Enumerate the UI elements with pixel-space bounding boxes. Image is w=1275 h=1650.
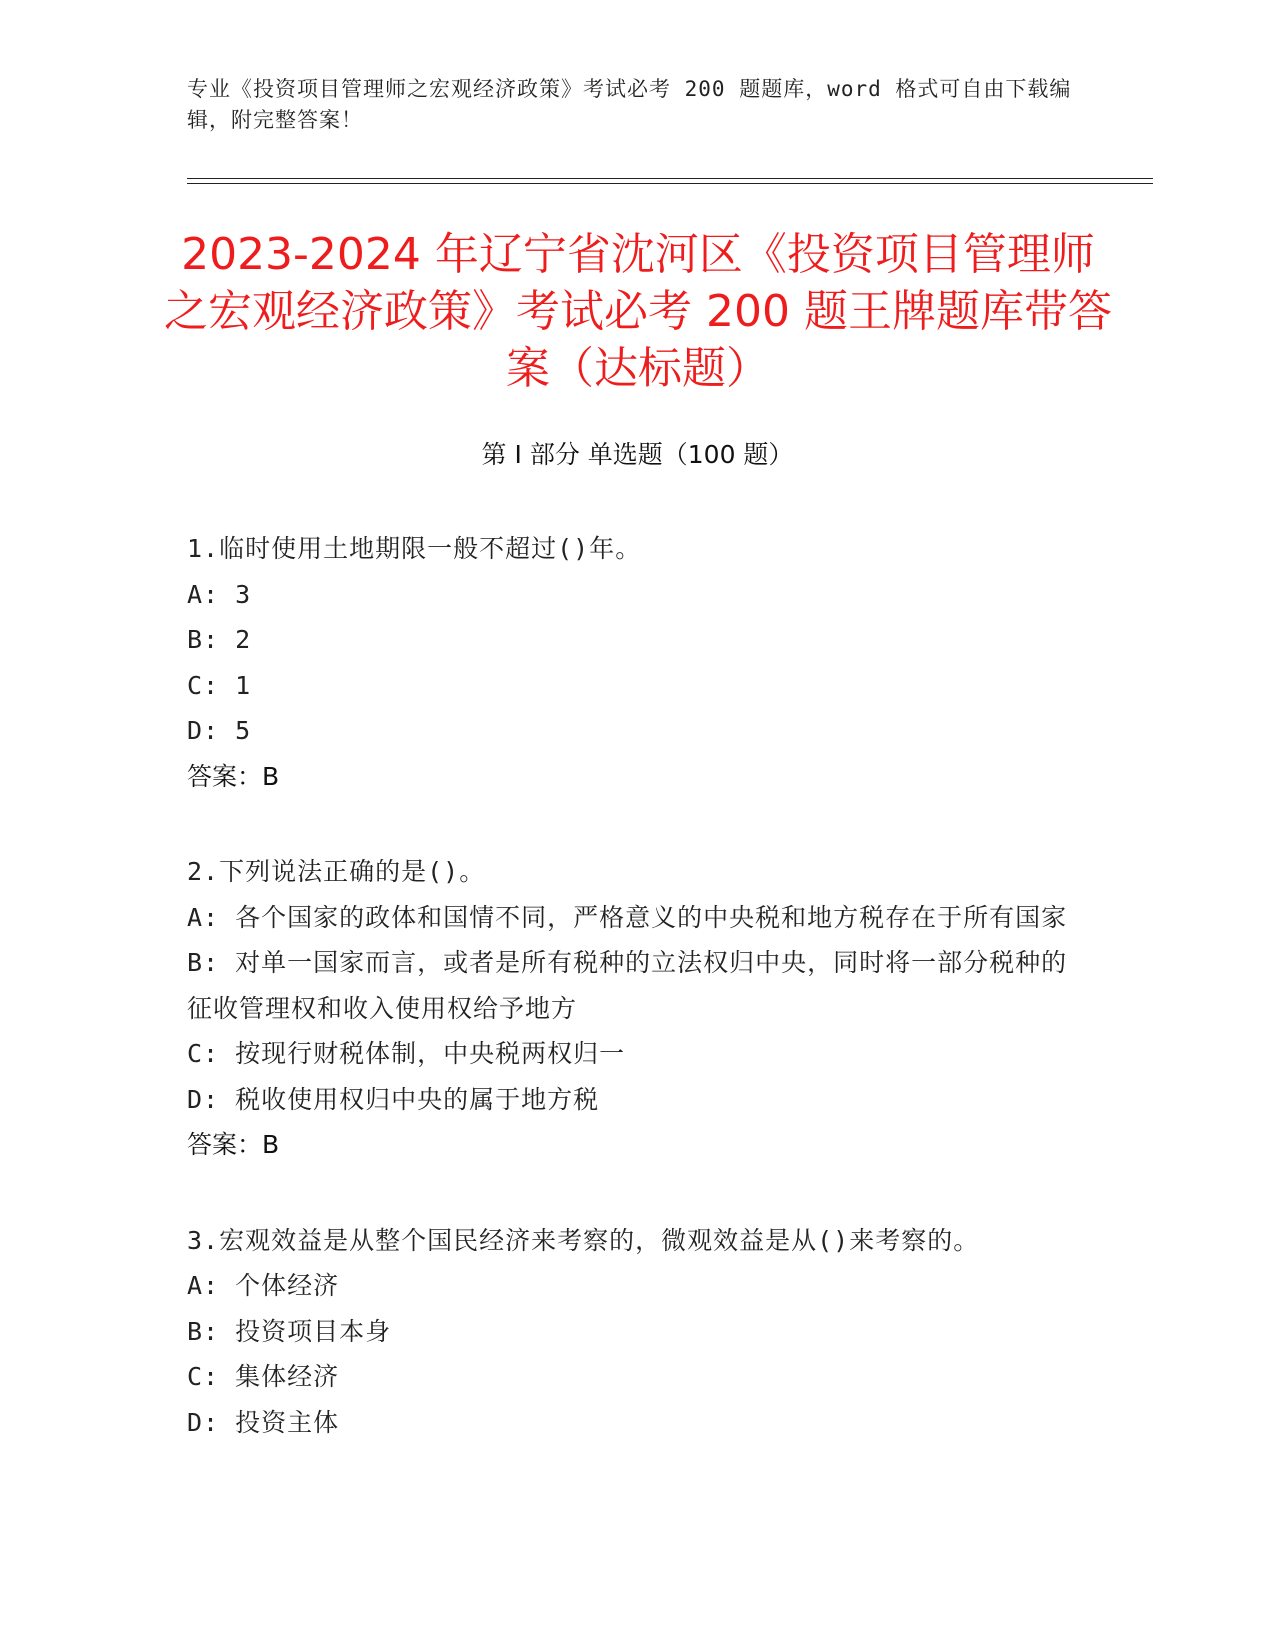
answer: 答案：B	[187, 761, 280, 791]
question-2	[187, 849, 1087, 1168]
question-1	[187, 526, 1087, 799]
option-b: B: 2	[187, 625, 252, 654]
option-c: C: 按现行财税体制，中央税两权归一	[187, 1039, 626, 1068]
question-stem: 1.临时使用土地期限一般不超过()年。	[187, 534, 642, 563]
question-stem: 3.宏观效益是从整个国民经济来考察的，微观效益是从()来考察的。	[187, 1225, 980, 1255]
option-b: B: 投资项目本身	[187, 1316, 392, 1346]
option-d: D: 5	[187, 716, 252, 745]
header-note: 专业《投资项目管理师之宏观经济政策》考试必考 200 题题库，word 格式可自由下载编辑，附完整答案！	[187, 77, 1072, 132]
header-divider-bottom	[187, 183, 1153, 184]
option-c: C: 集体经济	[187, 1362, 340, 1391]
section-title: 第 I 部分 单选题（100 题）	[481, 440, 794, 469]
option-d: D: 税收使用权归中央的属于地方税	[187, 1084, 600, 1114]
header-divider-top	[187, 178, 1153, 179]
question-stem: 2.下列说法正确的是()。	[187, 857, 486, 886]
document-title: 2023-2024 年辽宁省沈河区《投资项目管理师之宏观经济政策》考试必考 200 题王牌题库带答案（达标题）	[164, 229, 1112, 394]
option-a: A: 各个国家的政体和国情不同，严格意义的中央税和地方税存在于所有国家	[187, 902, 1068, 932]
option-b: B: 对单一国家而言，或者是所有税种的立法权归中央，同时将一部分税种的征收管理权和收入使用权给予地方	[187, 948, 1068, 1023]
answer: 答案：B	[187, 1130, 280, 1159]
question-3	[187, 1218, 1087, 1446]
option-a: A: 个体经济	[187, 1271, 340, 1300]
question-list	[187, 526, 1087, 1495]
option-c: C: 1	[187, 670, 252, 700]
option-a: A: 3	[187, 579, 252, 609]
option-d: D: 投资主体	[187, 1407, 340, 1437]
